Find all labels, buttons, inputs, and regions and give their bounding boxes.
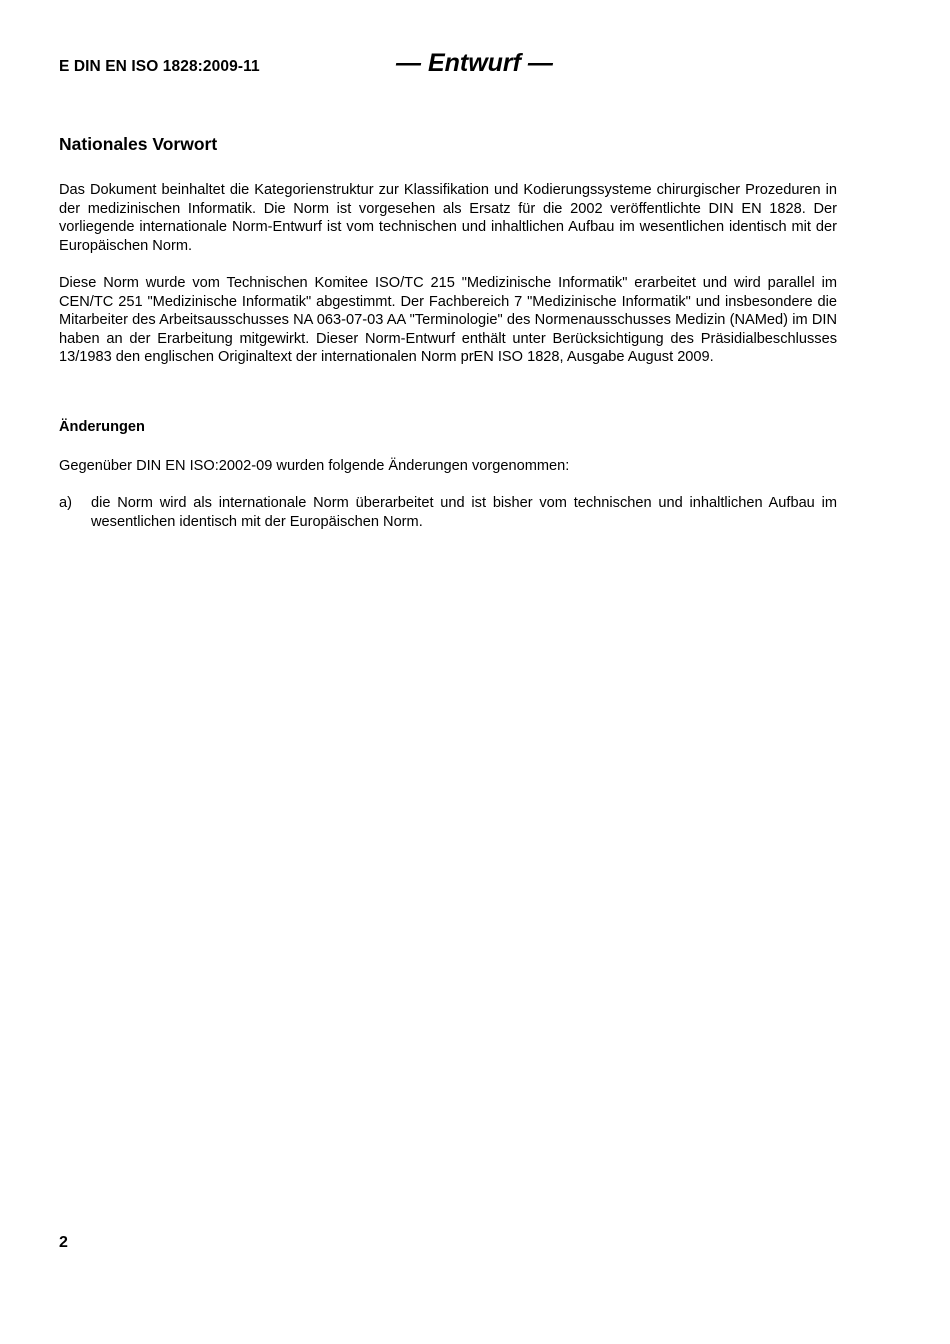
page-number: 2	[59, 1234, 68, 1251]
foreword-paragraph-2: Diese Norm wurde vom Technischen Komitee ISO/TC 215 "Medizinische Informatik" erarbeitet und wird parallel im CEN/TC 251 "Medizinische Informatik" abgestimmt. Der Fachbereich 7 "Medizinische Informatik" und insbesondere die Mitarbeiter des Arbeitsausschusses NA 063-07-03 AA "Terminologie" des Normenausschusses Medizin (NAMed) im DIN haben an der Erarbeitung mitgewirkt. Dieser Norm-Entwurf enthält unter Berücksichtigung des Präsidialbeschlusses 13/1983 den englischen Originaltext der internationalen Norm prEN ISO 1828, Ausgabe August 2009.	[59, 275, 837, 365]
changes-intro: Gegenüber DIN EN ISO:2002-09 wurden folgende Änderungen vorgenommen:	[59, 458, 570, 474]
document-identifier: E DIN EN ISO 1828:2009-11	[59, 58, 260, 75]
foreword-paragraph-1: Das Dokument beinhaltet die Kategorienstruktur zur Klassifikation und Kodierungssysteme chirurgischer Prozeduren in der medizinischen Informatik. Die Norm ist vorgesehen als Ersatz für die 2002 veröffentlichte DIN EN 1828. Der vorliegende internationale Norm-Entwurf ist vom technischen und inhaltlichen Aufbau im wesentlichen identisch mit der Europäischen Norm.	[59, 182, 837, 254]
draft-label: — Entwurf —	[396, 49, 553, 77]
changes-heading: Änderungen	[59, 419, 145, 435]
changes-list-item	[59, 494, 837, 531]
list-item-marker: a)	[59, 495, 72, 511]
list-item-text: die Norm wird als internationale Norm überarbeitet und ist bisher vom technischen und inhaltlichen Aufbau im wesentlichen identisch mit der Europäischen Norm.	[91, 495, 837, 530]
section-title: Nationales Vorwort	[59, 134, 218, 154]
